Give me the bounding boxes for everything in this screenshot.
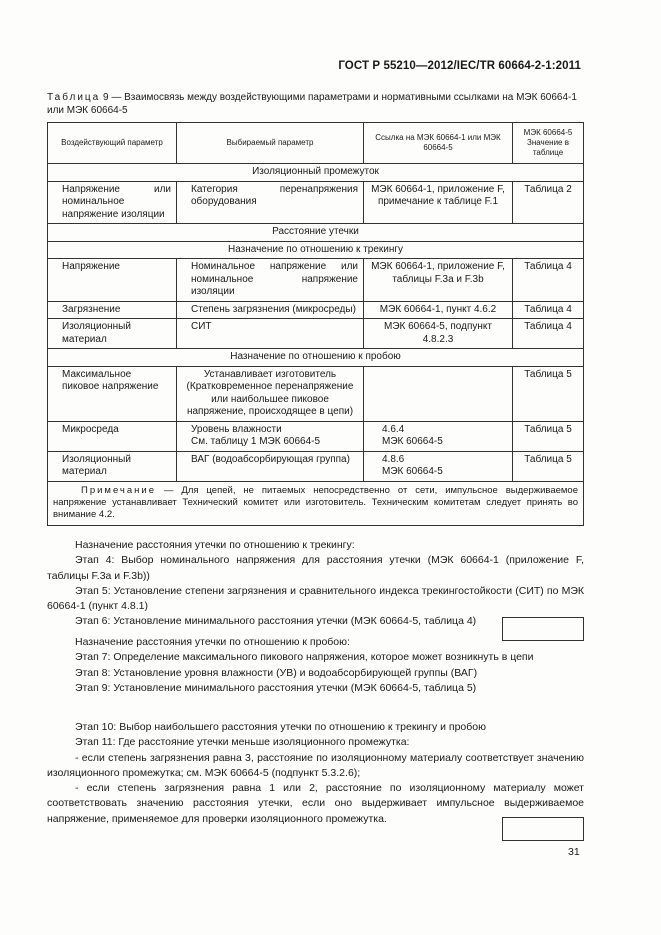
- paragraph: Этап 4: Выбор номинального напряжения для расстояния утечки (МЭК 60664-1 (приложение F, таблицы F.3a и F.3b)): [47, 554, 584, 582]
- cell-value: Таблица 4: [513, 259, 584, 302]
- table-row: [48, 421, 584, 451]
- cell-selected: Устанавливает изготовитель (Кратковременное перенапряжение или наибольшее пиковое напряжение, происходящее в цепи): [177, 366, 364, 421]
- header-cell: Ссылка на МЭК 60664-1 или МЭК 60664-5: [364, 123, 513, 164]
- cell-reference: МЭК 60664-1, приложение F, примечание к таблице F.1: [364, 181, 513, 224]
- cell-selected: Номинальное напряжение или номинальное напряжение изоляции: [177, 259, 364, 302]
- header-cell: МЭК 60664-5 Значение в таблице: [513, 123, 584, 164]
- table-row: [48, 451, 584, 481]
- cell-reference: [364, 366, 513, 421]
- section-creepage: Расстояние утечки: [48, 224, 584, 242]
- paragraph: Этап 6: Установление минимального расстояния утечки (МЭК 60664-5, таблица 4): [75, 615, 477, 628]
- paragraph: Этап 10: Выбор наибольшего расстояния утечки по отношению к трекингу и пробою: [75, 721, 486, 733]
- ref-clause: 4.6.4: [382, 423, 405, 435]
- ref-standard: МЭК 60664-5: [382, 436, 443, 447]
- paragraph: - если степень загрязнения равна 1 или 2, расстояние по изоляционному материалу может соответствовать значению расстояния утечки, если оно выдерживает импульсное выдерживаемое напряжение, применяемое для проверки изоляционного промежутка.: [47, 782, 584, 825]
- table-row: [48, 181, 584, 224]
- cell-param: Напряжение или номинальное напряжение изоляции: [48, 181, 177, 224]
- note-row: [48, 481, 584, 525]
- caption-number: 9: [103, 92, 109, 103]
- cell-value: Таблица 2: [513, 181, 584, 224]
- header-cell: Воздействующий параметр: [48, 123, 177, 164]
- paragraph: Назначение расстояния утечки по отношению к трекингу:: [75, 539, 355, 551]
- caption-label: Таблица: [47, 92, 101, 103]
- blank-box: [502, 817, 584, 841]
- section-breakdown: Назначение по отношению к пробою: [48, 349, 584, 367]
- paragraph: Назначение расстояния утечки по отношению к пробою:: [75, 636, 350, 648]
- paragraph: Этап 5: Установление степени загрязнения и сравнительного индекса трекингостойкости (СИТ) по МЭК 60664-1 (пункт 4.8.1): [47, 584, 584, 613]
- caption-text: — Взаимосвязь между воздействующими параметрами и нормативными ссылками на МЭК 60664-1 или МЭК 60664-5: [47, 92, 577, 116]
- cell-param: Напряжение: [48, 259, 177, 302]
- standard-header: ГОСТ Р 55210—2012/IEC/TR 60664-2-1:2011: [338, 60, 581, 72]
- table-note: [48, 481, 584, 525]
- section-row: [48, 164, 584, 182]
- cell-reference: [364, 451, 513, 481]
- paragraph: - если степень загрязнения равна 3, расстояние по изоляционному материалу соответствует значению изоляционного промежутка; см. МЭК 60664-5 (подпункт 5.3.2.6);: [47, 751, 584, 779]
- table-row: [48, 301, 584, 319]
- note-text: — Для цепей, не питаемых непосредственно от сети, импульсное выдерживаемое напряжение устанавливает Технический комитет или изготовитель. Техническим комитетам следует принять во внимание 4.2.: [53, 484, 578, 520]
- section-row: [48, 241, 584, 259]
- ref-clause: 4.8.6: [382, 453, 405, 465]
- cell-selected: СИТ: [177, 319, 364, 349]
- table-header-row: [48, 123, 584, 164]
- page-number: 31: [568, 846, 580, 858]
- paragraph: Этап 7: Определение максимального пикового напряжения, которое может возникнуть в цепи: [75, 651, 534, 664]
- cell-value: Таблица 4: [513, 301, 584, 319]
- cell-param: Изоляционный материал: [48, 451, 177, 481]
- cell-param: Загрязнение: [48, 301, 177, 319]
- section-row: [48, 349, 584, 367]
- table-row: [48, 319, 584, 349]
- cell-param: Изоляционный материал: [48, 319, 177, 349]
- cell-reference: МЭК 60664-1, приложение F, таблицы F.3a и F.3b: [364, 259, 513, 302]
- cell-selected: [177, 421, 364, 451]
- cell-reference: МЭК 60664-5, подпункт 4.8.2.3: [364, 319, 513, 349]
- humidity-ref-text: См. таблицу 1 МЭК 60664-5: [191, 436, 321, 447]
- cell-selected: ВАГ (водоабсорбирующая группа): [177, 451, 364, 481]
- cell-value: Таблица 5: [513, 451, 584, 481]
- section-tracking: Назначение по отношению к трекингу: [48, 241, 584, 259]
- cell-selected: Степень загрязнения (микросреды): [177, 301, 364, 319]
- table-row: [48, 366, 584, 421]
- breakdown-steps: [47, 635, 584, 696]
- table-row: [48, 259, 584, 302]
- cell-param: Максимальное пиковое напряжение: [48, 366, 177, 421]
- cell-selected: Категория перенапряжения оборудования: [177, 181, 364, 224]
- final-steps: [47, 720, 584, 827]
- cell-reference: [364, 421, 513, 451]
- paragraph: Этап 11: Где расстояние утечки меньше изоляционного промежутка:: [75, 736, 410, 749]
- section-insulation: Изоляционный промежуток: [48, 164, 584, 182]
- cell-reference: МЭК 60664-1, пункт 4.6.2: [364, 301, 513, 319]
- section-row: [48, 224, 584, 242]
- cell-value: Таблица 4: [513, 319, 584, 349]
- humidity-level-text: Уровень влажности: [191, 423, 282, 435]
- paragraph: Этап 9: Установление минимального расстояния утечки (МЭК 60664-5, таблица 5): [75, 681, 477, 694]
- note-label: Примечание: [81, 484, 156, 496]
- parameters-table: [47, 122, 584, 526]
- tracking-steps: [47, 538, 584, 630]
- header-cell: Выбираемый параметр: [177, 123, 364, 164]
- table-caption: [47, 91, 587, 117]
- ref-standard: МЭК 60664-5: [382, 466, 443, 477]
- cell-value: Таблица 5: [513, 421, 584, 451]
- cell-value: Таблица 5: [513, 366, 584, 421]
- paragraph: Этап 8: Установление уровня влажности (УВ) и водоабсорбирующей группы (ВАГ): [75, 666, 478, 679]
- cell-param: Микросреда: [48, 421, 177, 451]
